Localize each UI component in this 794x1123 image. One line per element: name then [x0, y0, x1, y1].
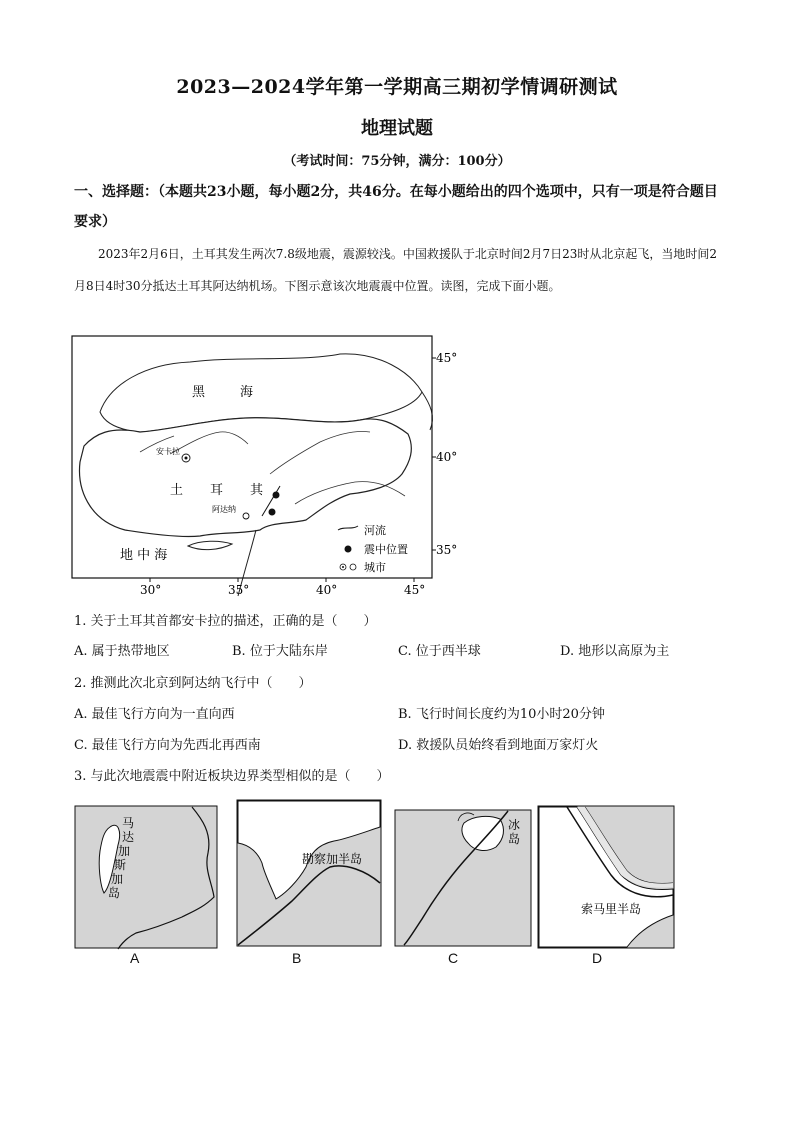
panel-b-map: [236, 799, 382, 949]
legend-river-label: 河流: [364, 524, 386, 537]
turkey-earthquake-map: [70, 334, 458, 598]
lat-label-40: 40°: [436, 450, 458, 464]
panel-c-label-2: 岛: [508, 832, 521, 846]
q1-option-a[interactable]: A. 属于热带地区: [74, 644, 170, 659]
med-sea-label: 地 中 海: [120, 548, 168, 563]
q2-option-c[interactable]: C. 最佳飞行方向为先西北再西南: [74, 738, 261, 753]
lon-label-45: 45°: [404, 583, 426, 597]
question-2-stem: 2. 推测此次北京到阿达纳飞行中（ ）: [74, 676, 312, 691]
question-1-stem: 1. 关于土耳其首都安卡拉的描述，正确的是（ ）: [74, 614, 377, 629]
q2-option-b[interactable]: B. 飞行时间长度约为10小时20分钟: [398, 707, 605, 722]
legend-epicenter-icon: [345, 546, 352, 553]
panel-a-label-4: 斯: [114, 858, 127, 872]
adana-label: 阿达纳: [212, 505, 236, 514]
question-3-stem: 3. 与此次地震震中附近板块边界类型相似的是（ ）: [74, 769, 390, 784]
panel-a-map: [74, 805, 218, 951]
intro-paragraph: 2023年2月6日，土耳其发生两次7.8级地震，震源较浅。中国救援队于北京时间2月7日23时从北京起飞，当地时间2月8日4时30分抵达土耳其阿达纳机场。下图示意该次地震震中位置。读图，完成下面小题。: [74, 247, 718, 293]
panel-a-label-1: 马: [122, 816, 135, 830]
lon-label-40: 40°: [316, 583, 338, 597]
exam-title: 2023—2024学年第一学期高三期初学情调研测试: [176, 76, 618, 98]
country-label-2: 耳: [210, 483, 224, 498]
epicenter-marker-2: [269, 509, 276, 516]
panel-d-letter: D: [592, 950, 603, 966]
subject-title: 地理试题: [361, 118, 433, 139]
panel-c-map: [394, 809, 532, 949]
black-sea-label-2: 海: [240, 385, 254, 400]
q2-option-d[interactable]: D. 救援队员始终看到地面万家灯火: [398, 738, 599, 753]
black-sea-label-1: 黑: [192, 385, 206, 400]
panel-d-label: 索马里半岛: [581, 902, 642, 916]
country-label-1: 土: [170, 483, 184, 498]
lat-label-35: 35°: [436, 543, 458, 557]
ankara-label: 安卡拉: [156, 447, 180, 456]
panel-a-label-5: 加: [111, 872, 124, 886]
lon-label-35: 35°: [228, 583, 250, 597]
panel-a-label-3: 加: [118, 844, 131, 858]
section-heading: 一、选择题：（本题共23小题，每小题2分，共46分。在每小题给出的四个选项中，只有一项是符合题目要求）: [74, 184, 718, 230]
q1-option-d[interactable]: D. 地形以高原为主: [560, 644, 670, 659]
lat-label-45: 45°: [436, 351, 458, 365]
panel-c-letter: C: [448, 950, 459, 966]
q1-option-b[interactable]: B. 位于大陆东岸: [232, 644, 328, 659]
adana-city-icon: [243, 513, 249, 519]
exam-info: （考试时间：75分钟，满分：100分）: [283, 154, 511, 169]
lon-label-30: 30°: [140, 583, 162, 597]
panel-a-letter: A: [130, 950, 140, 966]
q2-option-a[interactable]: A. 最佳飞行方向为一直向西: [74, 707, 235, 722]
panel-a-label-6: 岛: [108, 886, 121, 900]
q1-option-c[interactable]: C. 位于西半球: [398, 644, 481, 659]
panel-a-label-2: 达: [122, 830, 135, 844]
panel-c-label-1: 冰: [508, 818, 521, 832]
country-label-3: 其: [250, 483, 264, 498]
legend-city-label: 城市: [364, 561, 386, 574]
panel-b-label: 勘察加半岛: [302, 852, 363, 866]
panel-d-map: [537, 805, 675, 951]
panel-b-letter: B: [292, 950, 302, 966]
legend-epicenter-label: 震中位置: [364, 543, 408, 556]
